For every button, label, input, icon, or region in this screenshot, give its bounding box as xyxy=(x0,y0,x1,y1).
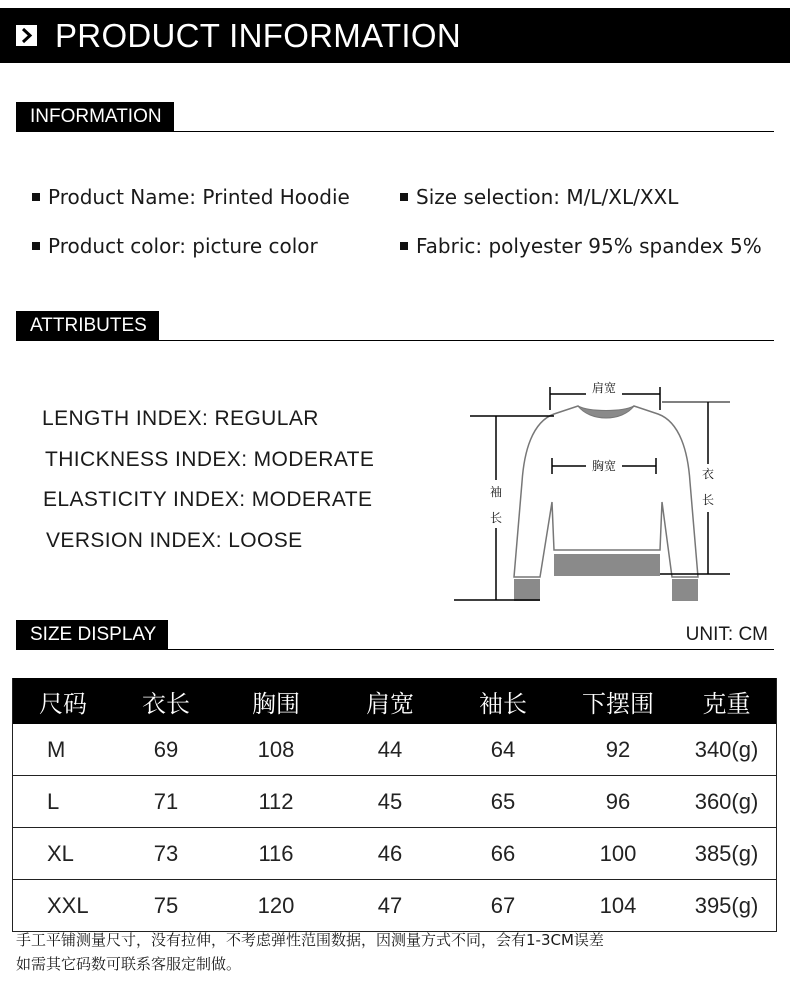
cell-sleeve: 67 xyxy=(447,880,559,932)
cell-weight: 360(g) xyxy=(677,776,777,828)
table-header-row xyxy=(13,678,777,724)
cell-length: 75 xyxy=(113,880,219,932)
sweater-hem-band xyxy=(554,554,660,576)
divider xyxy=(16,131,774,132)
table-row xyxy=(13,880,777,932)
measurement-note: 手工平铺测量尺寸，没有拉伸，不考虑弹性范围数据，因测量方式不同，会有1-3CM误差 xyxy=(16,931,604,949)
info-item-size-selection: Size selection: M/L/XL/XXL xyxy=(400,185,678,209)
cell-weight: 395(g) xyxy=(677,880,777,932)
attributes-header xyxy=(16,311,774,341)
cell-size: XXL xyxy=(13,880,114,932)
cell-length: 73 xyxy=(113,828,219,880)
size-table xyxy=(12,678,777,932)
cell-weight: 385(g) xyxy=(677,828,777,880)
info-item-product-name: Product Name: Printed Hoodie xyxy=(32,185,350,209)
information-header xyxy=(16,102,774,132)
column-header-size: 尺码 xyxy=(13,678,114,724)
sweater-measurement-diagram xyxy=(450,372,740,607)
cell-hem: 104 xyxy=(559,880,677,932)
bullet-square-icon xyxy=(400,242,408,250)
cell-sleeve: 66 xyxy=(447,828,559,880)
custom-size-note: 如需其它码数可联系客服定制做。 xyxy=(16,955,242,973)
cell-chest: 116 xyxy=(219,828,333,880)
cell-chest: 120 xyxy=(219,880,333,932)
cell-shoulder: 44 xyxy=(333,724,447,776)
cell-chest: 112 xyxy=(219,776,333,828)
divider xyxy=(16,340,774,341)
column-header-chest: 胸围 xyxy=(219,678,333,724)
body-length-label-1: 衣 xyxy=(701,467,715,481)
unit-label: UNIT: CM xyxy=(685,624,768,645)
sweater-outline xyxy=(514,406,698,577)
attribute-thickness-index: THICKNESS INDEX: MODERATE xyxy=(45,448,375,471)
shoulder-width-label: 肩宽 xyxy=(591,381,617,395)
cell-hem: 96 xyxy=(559,776,677,828)
cell-shoulder: 45 xyxy=(333,776,447,828)
info-item-product-color: Product color: picture color xyxy=(32,234,318,258)
cell-sleeve: 64 xyxy=(447,724,559,776)
attribute-length-index: LENGTH INDEX: REGULAR xyxy=(42,407,319,430)
cell-size: M xyxy=(13,724,114,776)
cell-hem: 100 xyxy=(559,828,677,880)
info-item-fabric: Fabric: polyester 95% spandex 5% xyxy=(400,234,762,258)
bullet-square-icon xyxy=(32,193,40,201)
sleeve-length-label-1: 袖 xyxy=(489,485,503,499)
size-display-header xyxy=(16,620,774,650)
chest-width-label: 胸宽 xyxy=(591,459,617,473)
cell-chest: 108 xyxy=(219,724,333,776)
cell-shoulder: 46 xyxy=(333,828,447,880)
cell-size: XL xyxy=(13,828,114,880)
cell-shoulder: 47 xyxy=(333,880,447,932)
column-header-length: 衣长 xyxy=(113,678,219,724)
body-length-label-2: 长 xyxy=(701,493,715,507)
cell-weight: 340(g) xyxy=(677,724,777,776)
column-header-hem: 下摆围 xyxy=(559,678,677,724)
divider xyxy=(16,649,774,650)
section-tab-attributes: ATTRIBUTES xyxy=(16,311,159,341)
chevron-right-icon xyxy=(16,25,37,46)
attribute-version-index: VERSION INDEX: LOOSE xyxy=(46,529,303,552)
table-row xyxy=(13,724,777,776)
cell-length: 71 xyxy=(113,776,219,828)
column-header-weight: 克重 xyxy=(677,678,777,724)
cell-hem: 92 xyxy=(559,724,677,776)
attribute-elasticity-index: ELASTICITY INDEX: MODERATE xyxy=(43,488,373,511)
table-row xyxy=(13,828,777,880)
section-tab-information: INFORMATION xyxy=(16,102,174,132)
sweater-left-cuff xyxy=(514,579,540,601)
table-row xyxy=(13,776,777,828)
sweater-right-cuff xyxy=(672,579,698,601)
page-title: PRODUCT INFORMATION xyxy=(55,16,461,54)
cell-size: L xyxy=(13,776,114,828)
cell-length: 69 xyxy=(113,724,219,776)
column-header-sleeve: 袖长 xyxy=(447,678,559,724)
page-banner xyxy=(0,8,790,63)
sleeve-length-label-2: 长 xyxy=(489,511,503,525)
bullet-square-icon xyxy=(400,193,408,201)
cell-sleeve: 65 xyxy=(447,776,559,828)
bullet-square-icon xyxy=(32,242,40,250)
column-header-shoulder: 肩宽 xyxy=(333,678,447,724)
section-tab-size-display: SIZE DISPLAY xyxy=(16,620,168,650)
